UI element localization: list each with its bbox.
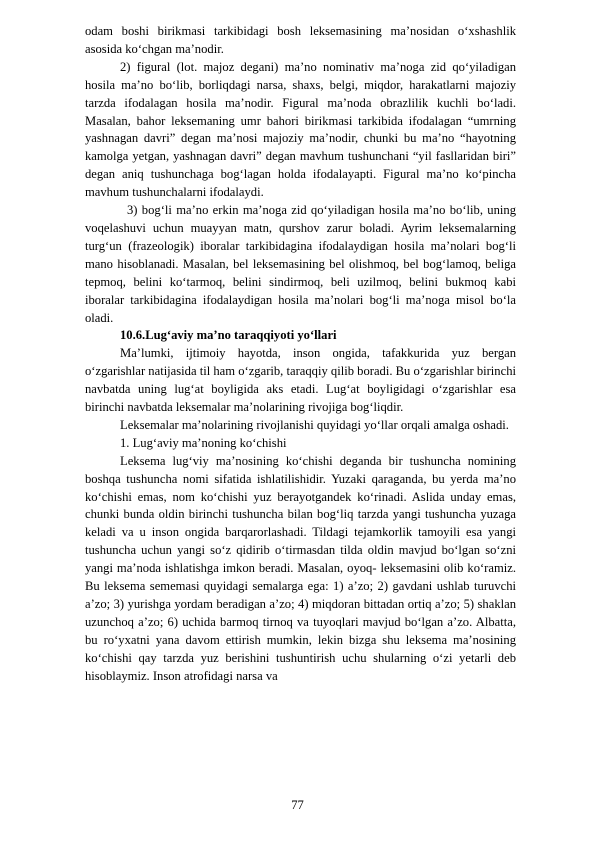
- paragraph-meaning-transfer: Leksema lug‘viy ma’nosining ko‘chishi deganda bir tushuncha nomining boshqa tushuncha nomi sifatida ishlatilishidir. Yuzaki qaraganda, bu yerda ma’no ko‘chishi emas, nom ko‘chishi yuz berayotgandek ko‘rinadi. Aslida unday emas, chunki bunda oldin birinchi tushuncha bilan bog‘liq tarzda yangi tushuncha yuzaga keladi va u inson ongida barqarorlashadi. Tildagi tejamkorlik tamoyili esa yangi tushuncha uchun yangi so‘z qidirib o‘tirmasdan tilda oldin mavjud bo‘lgan so‘zni yangi ma’noda ishlatishga imkon beradi. Masalan, oyoq- leksemasini olib ko‘ramiz. Bu leksema sememasi quyidagi semalarga ega: 1) a’zo; 2) gavdani ushlab turuvchi a’zo; 3) yurishga yordam beradigan a’zo; 4) miqdoran bittadan ortiq a’zo; 5) shaklan uzunchoq a’zo; 6) uchida barmoq tirnoq va tuyoqlari mavjud bo‘lgan a’zo. Albatta, bu ro‘yxatni yana davom ettirish mumkin, lekin bizga shu leksema ma’nosining ko‘chishi qay tarzda yuz berishini tushuntirish uchu shularning o‘zi yetarli deb hisoblaymiz. Inson atrofidagi narsa va: [85, 453, 516, 683]
- section-heading: 10.6.Lug‘aviy ma’no taraqqiyoti yo‘llari: [120, 328, 337, 343]
- page-body: [85, 23, 516, 686]
- paragraph-bound-meaning: 3) bog‘li ma’no erkin ma’noga zid qo‘yiladigan hosila ma’no bo‘lib, uning voqelashuvi uchun muayyan matn, qurshov zarur boladi. Ayrim leksemalarning turg‘un (frazeologik) iboralar tarkibidagina ifodalaydigan hosila ma’nolari bog‘li mano hisoblanadi. Masalan, bel leksemasining bel olishmoq, bel bog‘lamoq, beliga tepmoq, belini ko‘tarmoq, belini sindirmoq, beli uzilmoq, belini bukmoq kabi iboralar tarkibidagina ifodalaydigan hosila ma’nolari bog‘li ma’noga misol bo‘la oladi.: [85, 203, 516, 325]
- paragraph-intro: Ma’lumki, ijtimoiy hayotda, inson ongida, tafakkurida yuz bergan o‘zgarishlar natijasida til ham o‘zgarib, taraqqiy qilib boradi. Bu o‘zgarishlar birinchi navbatda uning lug‘at boyligida aks etadi. Lug‘at boyligidagi o‘zgarishlar esa birinchi navbatda leksemalar ma’nolarining rivojiga bog‘liqdir.: [85, 346, 516, 415]
- list-item-meaning-transfer: 1. Lug‘aviy ma’noning ko‘chishi: [120, 435, 287, 450]
- paragraph-development-ways: Leksemalar ma’nolarining rivojlanishi quyidagi yo‘llar orqali amalga oshadi.: [120, 417, 509, 432]
- page-number: 77: [291, 798, 304, 812]
- paragraph-continuation: odam boshi birikmasi tarkibidagi bosh leksemasining ma’nosidan o‘xshashlik asosida ko‘chgan ma’nodir.: [85, 24, 516, 56]
- paragraph-figural-meaning: 2) figural (lot. majoz degani) ma’no nominativ ma’noga zid qo‘yiladigan hosila ma’no bo‘lib, borliqdagi narsa, shaxs, belgi, miqdor, harakatlarni majoziy tarzda ifodalagan hosila ma’nodir. Figural ma’noda obrazlilik kuchli bo‘ladi. Masalan, bahor leksemaning umr bahori birikmasi tarkibida ifodalagan “umrning yashnagan davri” degan ma’nosi majoziy ma’nodir, chunki bu ma’no “hayotning kamolga yetgan, yashnagan davri” degan mavhum tushunchani “yil fasllaridan biri” degan aniq tushunchaga bog‘lagan holda ifodalayapti. Figural ma’no ko‘pincha mavhum tushunchalarni ifodalaydi.: [85, 59, 516, 200]
